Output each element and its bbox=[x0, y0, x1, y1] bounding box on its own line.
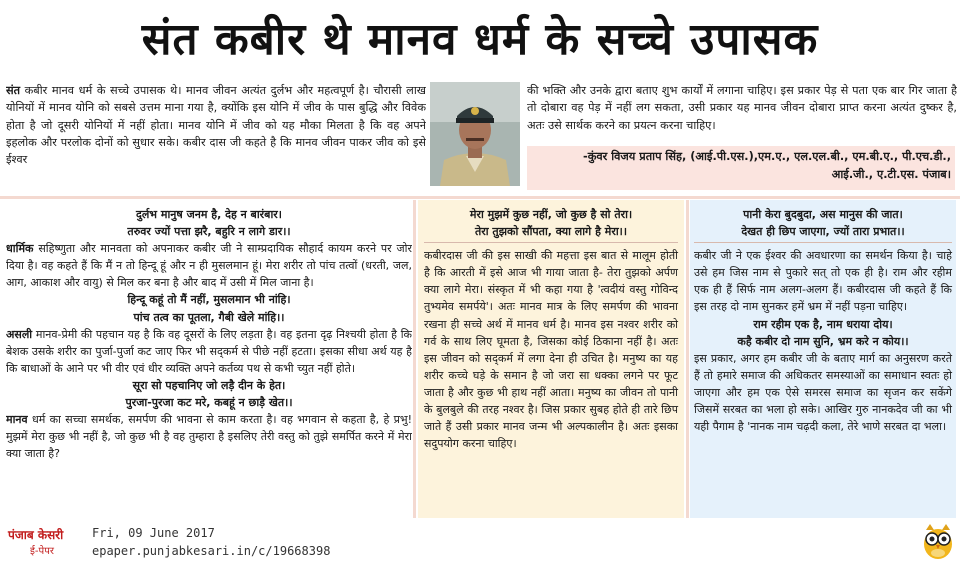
author-photo bbox=[430, 82, 520, 186]
article-paragraph: कबीर जी ने एक ईश्वर की अवधारणा का समर्थन किया है। चाहे उसे हम जिस नाम से पुकारे सत् तो एक ही है। राम और रहीम एक ही हैं सिर्फ नाम अलग-अलग हैं। कबीरदास जी कहते हैं कि इस तरह दो नाम सुनकर हमें भ्रम में नहीं पड़ना चाहिए। bbox=[694, 249, 952, 314]
byline-line-2: आई.जी., ए.टी.एस. पंजाब। bbox=[831, 168, 951, 181]
couplet-line: मेरा मुझमें कुछ नहीं, जो कुछ है सो तेरा। bbox=[469, 208, 633, 221]
paragraph-text: मानव-प्रेमी की पहचान यह है कि वह दूसरों के लिए लड़ता है। वह इतना दृढ़ निश्चयी होता है कि बेशक उसके शरीर का पुर्जा-पुर्जा कट जाए फिर भी सद्कर्म से पीछे नहीं हटता। इसका सीधा अर्थ यह है कि बाधाओं के आने पर भी वीर एवं धीर व्यक्ति अपने कर्तव्य पथ से कभी च्युत नहीं होते। bbox=[6, 327, 412, 375]
article-paragraph bbox=[6, 240, 412, 291]
byline-line-1: -कुंवर विजय प्रताप सिंह, (आई.पी.एस.),एम.ए., एल.एल.बी., एम.बी.ए., पी.एच.डी., bbox=[583, 150, 951, 163]
couplet bbox=[6, 291, 412, 325]
lead-word: मानव bbox=[6, 413, 28, 427]
owl-icon bbox=[920, 522, 956, 560]
footer-meta bbox=[92, 524, 330, 560]
publish-date: Fri, 09 June 2017 bbox=[92, 526, 215, 540]
paragraph-text: धर्म का सच्चा समर्थक, समर्पण की भावना से काम करता है। वह भगवान से कहता है, हे प्रभु! मुझमें मेरा कुछ भी नहीं है, जो कुछ भी है वह तुम्हारा है इसलिए तेरी वस्तु को तुझे समर्पित करने में मेरा क्या जाता है? bbox=[6, 413, 412, 461]
intro-text: कबीर मानव धर्म के सच्चे उपासक थे। मानव जीवन अत्यंत दुर्लभ और महत्वपूर्ण है। चौरासी लाख योनियों में मानव योनि को सबसे उत्तम माना गया है, क्योंकि इस योनि में जीव के पास बुद्धि और विवेक होता है जो दूसरी योनियों में नहीं होता। मानव योनि में जीव को यह मौका मिलता है कि वह अपने इहलोक और परलोक दोनों को सुधार सके। कबीर दास जी कहते है कि मानव जीवन पाकर जीव को इसे ईश्वर bbox=[6, 84, 426, 167]
couplet-line: राम रहीम एक है, नाम धराया दोय। bbox=[753, 317, 893, 331]
couplet-line: कहै कबीर दो नाम सुनि, भ्रम करे न कोय।। bbox=[737, 334, 909, 348]
couplet-line: पानी केरा बुदबुदा, अस मानुस की जात। bbox=[743, 208, 903, 221]
article-paragraph bbox=[6, 411, 412, 462]
article-paragraph: कबीरदास जी की इस साखी की महत्ता इस बात से मालूम होती है कि आरती में इसे आज भी गाया जाता है- तेरा तुझको अर्पण क्या लागे मेरा। संस्कृत में भी कहा गया है 'त्वदीयं वस्तु गोविन्द तुभ्यमेव समर्पये'। अतः मानव मात्र के लिए समर्पण की भावना रखना ही सच्चे अर्थ में मानव धर्म है। मानव इस नश्वर शरीर को गर्व के साथ लिए घूमता है, जिसका कोई ठिकाना नहीं है। अतः इस जीवन को सद्कर्म में लगा देना ही उचित है। मनुष्य का यह शरीर कच्चे घड़े के समान है जो जरा सा धक्का लगने पर फूट जाता है और कुछ भी हाथ नहीं आता। मनुष्य का जीवन तो पानी के बुलबुले की तरह नश्वर है। जिस प्रकार सुबह होते ही तारे छिप जाते हैं उसी प्रकार मानव जन्म भी अल्पकालीन है। अतः इसका सदुपयोग करना चाहिए। bbox=[424, 249, 678, 451]
column-1 bbox=[6, 200, 412, 518]
section-divider bbox=[0, 196, 960, 199]
couplet-line: सूरा सो पहचानिए जो लड़ै दीन के हेत। bbox=[132, 378, 286, 392]
couplet bbox=[6, 206, 412, 240]
intro-paragraph bbox=[6, 82, 426, 192]
headline: संत कबीर थे मानव धर्म के सच्चे उपासक bbox=[141, 14, 819, 65]
column-divider bbox=[686, 200, 689, 518]
couplet-line: दुर्लभ मानुष जनम है, देह न बारंबार। bbox=[136, 208, 282, 221]
couplet bbox=[694, 204, 952, 243]
column-divider bbox=[413, 200, 416, 518]
couplet bbox=[694, 316, 952, 350]
couplet-line: पांच तत्व का पूतला, गैबी खेले मांहि।। bbox=[133, 310, 285, 324]
paragraph-text: सहिष्णुता और मानवता को अपनाकर कबीर जी ने साम्प्रदायिक सौहार्द कायम करने पर जोर दिया है। वह कहते हैं कि मैं न तो हिन्दू हूं और न ही मुसलमान हूं। मेरा शरीर तो पांच तत्वों (धरती, जल, आग, आकाश और वायु) से मिल कर बना है और बाद में उसी में मिल जाना है। bbox=[6, 242, 412, 290]
couplet bbox=[6, 377, 412, 411]
couplet-line: पुरजा-पुरजा कट मरे, कबहूं न छाड़ै खेत।। bbox=[125, 396, 293, 410]
couplet-line: तेरा तुझको सौंपता, क्या लागे है मेरा।। bbox=[474, 225, 628, 239]
article-paragraph bbox=[6, 326, 412, 377]
couplet bbox=[424, 204, 678, 243]
author-byline bbox=[527, 146, 955, 190]
lead-word: धार्मिक bbox=[6, 242, 34, 256]
couplet-line: हिन्दू कहूं तो मैं नहीं, मुसलमान भी नांहि। bbox=[127, 293, 291, 307]
newspaper-logo[interactable] bbox=[8, 526, 80, 558]
logo-name: पंजाब केसरी bbox=[8, 528, 64, 542]
logo-subtitle: ई-पेपर bbox=[30, 546, 54, 557]
epaper-url[interactable]: epaper.punjabkesari.in/c/19668398 bbox=[92, 544, 331, 558]
couplet-line: देखत ही छिप जाएगा, ज्यों तारा प्रभात।। bbox=[741, 225, 905, 239]
lead-word: असली bbox=[6, 327, 33, 341]
intro-lead-word: संत bbox=[6, 84, 21, 97]
column-3 bbox=[690, 200, 956, 518]
article-paragraph: इस प्रकार, अगर हम कबीर जी के बताए मार्ग का अनुसरण करते हैं तो हमारे समाज की अधिकतर समस्याओं का समाधान स्वतः हो जाएगा और हम एक ऐसे समरस समाज का सृजन कर सकेंगे जिसमें सरबत का भला हो सके। आखिर गुरु नानकदेव जी का भी यही पैगाम है 'नानक नाम चढ़दी कला, तेरे भाणे सरबत दा भला। bbox=[694, 351, 952, 434]
couplet-line: तरुवर ज्यों पत्ता झरै, बहुरि न लागे डार।। bbox=[127, 225, 291, 239]
column-2 bbox=[418, 200, 684, 518]
continuation-paragraph: की भक्ति और उनके द्वारा बताए शुभ कार्यों में लगाना चाहिए। इस प्रकार पेड़ से पता एक बार गिर जाता है तो दोबारा वह पेड़ में नहीं लग सकता, उसी प्रकार यह मानव जीवन दोबारा प्राप्त करना अत्यंत दुष्कर है, अतः उसे सार्थक करने का प्रयत्न करना चाहिए। bbox=[527, 84, 957, 132]
